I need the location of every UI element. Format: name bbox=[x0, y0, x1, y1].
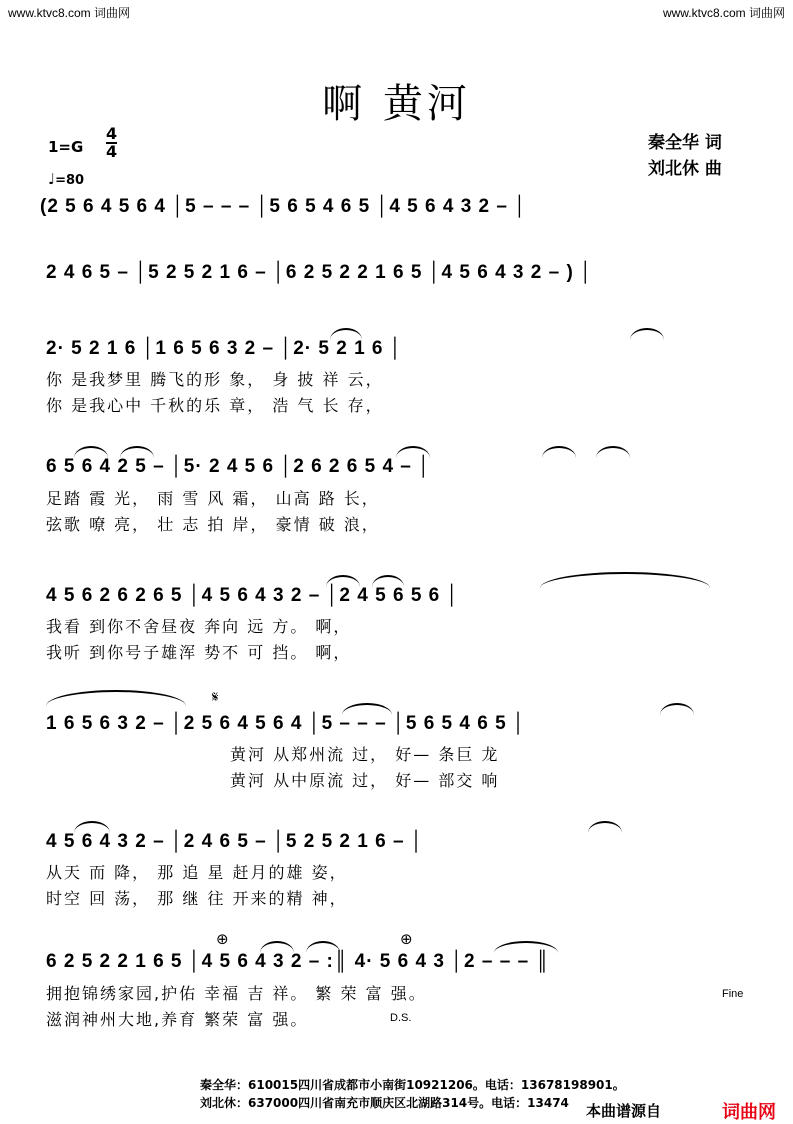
lyric-row-8-verse-1: 拥抱锦绣家园,护佑 幸福 吉 祥。 繁 荣 富 强。 bbox=[46, 984, 427, 1003]
lyric-row-5-verse-1: 我看 到你不舍昼夜 奔向 远 方。 啊， bbox=[46, 617, 352, 636]
footer-contact-lyricist: 秦全华：610015四川省成都市小南街10921206。电话：13678198901。 bbox=[200, 1078, 625, 1092]
song-title: 啊 黄河 bbox=[322, 81, 471, 127]
score-row-8: 6 2 5 2 2 1 6 5 │4 5 6 4 3 2 – :║ 4· 5 6 4 3 │2 – – – ║ bbox=[46, 951, 550, 972]
slur-mark bbox=[74, 446, 108, 458]
segno-icon: 𝄋 bbox=[212, 688, 219, 706]
score-row-7: 4 5 6 4 3 2 – │2 4 6 5 – │5 2 5 2 1 6 – │ bbox=[46, 831, 424, 852]
lyric-row-3-verse-2: 你 是我心中 千秋的乐 章， 浩 气 长 存， bbox=[46, 396, 384, 415]
time-signature-bottom: 4 bbox=[106, 142, 118, 161]
site-logo: 词曲网 bbox=[722, 1102, 776, 1123]
lyric-row-6-verse-2: 黄河 从中原流 过， 好— 部交 响 bbox=[230, 771, 500, 790]
slur-mark bbox=[372, 575, 404, 587]
fine-mark: Fine bbox=[722, 988, 744, 1000]
tempo-marking bbox=[48, 170, 84, 188]
tempo-value: =80 bbox=[55, 173, 85, 188]
dal-segno-mark: D.S. bbox=[390, 1012, 412, 1024]
slur-mark bbox=[588, 821, 622, 833]
slur-mark bbox=[396, 446, 430, 458]
score-row-5: 4 5 6 2 6 2 6 5 │4 5 6 4 3 2 – │2 4 5 6 5 6 │ bbox=[46, 585, 460, 606]
score-row-1: (2 5 6 4 5 6 4 │5 – – – │5 6 5 4 6 5 │4 5 6 4 3 2 – │ bbox=[40, 196, 528, 217]
slur-mark bbox=[260, 941, 294, 953]
slur-mark bbox=[540, 572, 710, 588]
slur-mark bbox=[74, 821, 110, 833]
slur-mark bbox=[542, 446, 576, 458]
quarter-note-icon: ♩ bbox=[48, 170, 56, 188]
lyric-row-7-verse-2: 时空 回 荡， 那 继 往 开来的精 神， bbox=[46, 889, 348, 908]
coda-icon: ⊕ bbox=[400, 930, 413, 948]
slur-mark bbox=[494, 941, 558, 953]
score-row-3: 2· 5 2 1 6 │1 6 5 6 3 2 – │2· 5 2 1 6 │ bbox=[46, 338, 403, 359]
lyric-row-7-verse-1: 从天 而 降， 那 追 星 赶月的雄 姿， bbox=[46, 863, 348, 882]
time-signature bbox=[106, 126, 117, 160]
score-row-6: 1 6 5 6 3 2 – │2 5 6 4 5 6 4 │5 – – – │5 6 5 4 6 5 │ bbox=[46, 713, 526, 734]
lyric-row-8-verse-2: 滋润神州大地,养育 繁荣 富 强。 bbox=[46, 1010, 309, 1029]
time-signature-top: 4 bbox=[106, 124, 118, 143]
lyric-row-4-verse-1: 足踏 霞 光， 雨 雪 风 霜， 山高 路 长， bbox=[46, 489, 380, 508]
score-row-2: 2 4 6 5 – │5 2 5 2 1 6 – │6 2 5 2 2 1 6 5 │4 5 6 4 3 2 – ) │ bbox=[46, 262, 593, 283]
footer-contact-composer: 刘北休：637000四川省南充市顺庆区北湖路314号。电话：13474 bbox=[200, 1096, 569, 1110]
watermark-right: www.ktvc8.com 词曲网 bbox=[662, 6, 785, 20]
slur-mark bbox=[120, 446, 154, 458]
lyric-row-4-verse-2: 弦歌 嘹 亮， 壮 志 拍 岸， 豪情 破 浪， bbox=[46, 515, 380, 534]
slur-mark bbox=[596, 446, 630, 458]
key-signature: 1=G bbox=[48, 138, 84, 156]
composer-credit: 刘北休 曲 bbox=[648, 159, 722, 179]
slur-mark bbox=[326, 575, 360, 587]
slur-mark bbox=[660, 703, 694, 715]
coda-icon: ⊕ bbox=[216, 930, 229, 948]
score-row-4: 6 5 6 4 2 5 – │5· 2 4 5 6 │2 6 2 6 5 4 – │ bbox=[46, 456, 432, 477]
lyric-row-5-verse-2: 我听 到你号子雄浑 势不 可 挡。 啊， bbox=[46, 643, 352, 662]
slur-mark bbox=[330, 328, 362, 340]
slur-mark bbox=[306, 941, 340, 953]
slur-mark bbox=[630, 328, 664, 340]
watermark-left: www.ktvc8.com 词曲网 bbox=[8, 6, 131, 20]
source-stamp: 本曲谱源自 bbox=[586, 1102, 662, 1120]
slur-mark bbox=[342, 703, 392, 715]
lyric-row-6-verse-1: 黄河 从郑州流 过， 好— 条巨 龙 bbox=[230, 745, 500, 764]
slur-mark bbox=[46, 690, 186, 706]
lyricist-credit: 秦全华 词 bbox=[648, 133, 722, 153]
lyric-row-3-verse-1: 你 是我梦里 腾飞的形 象， 身 披 祥 云， bbox=[46, 370, 384, 389]
